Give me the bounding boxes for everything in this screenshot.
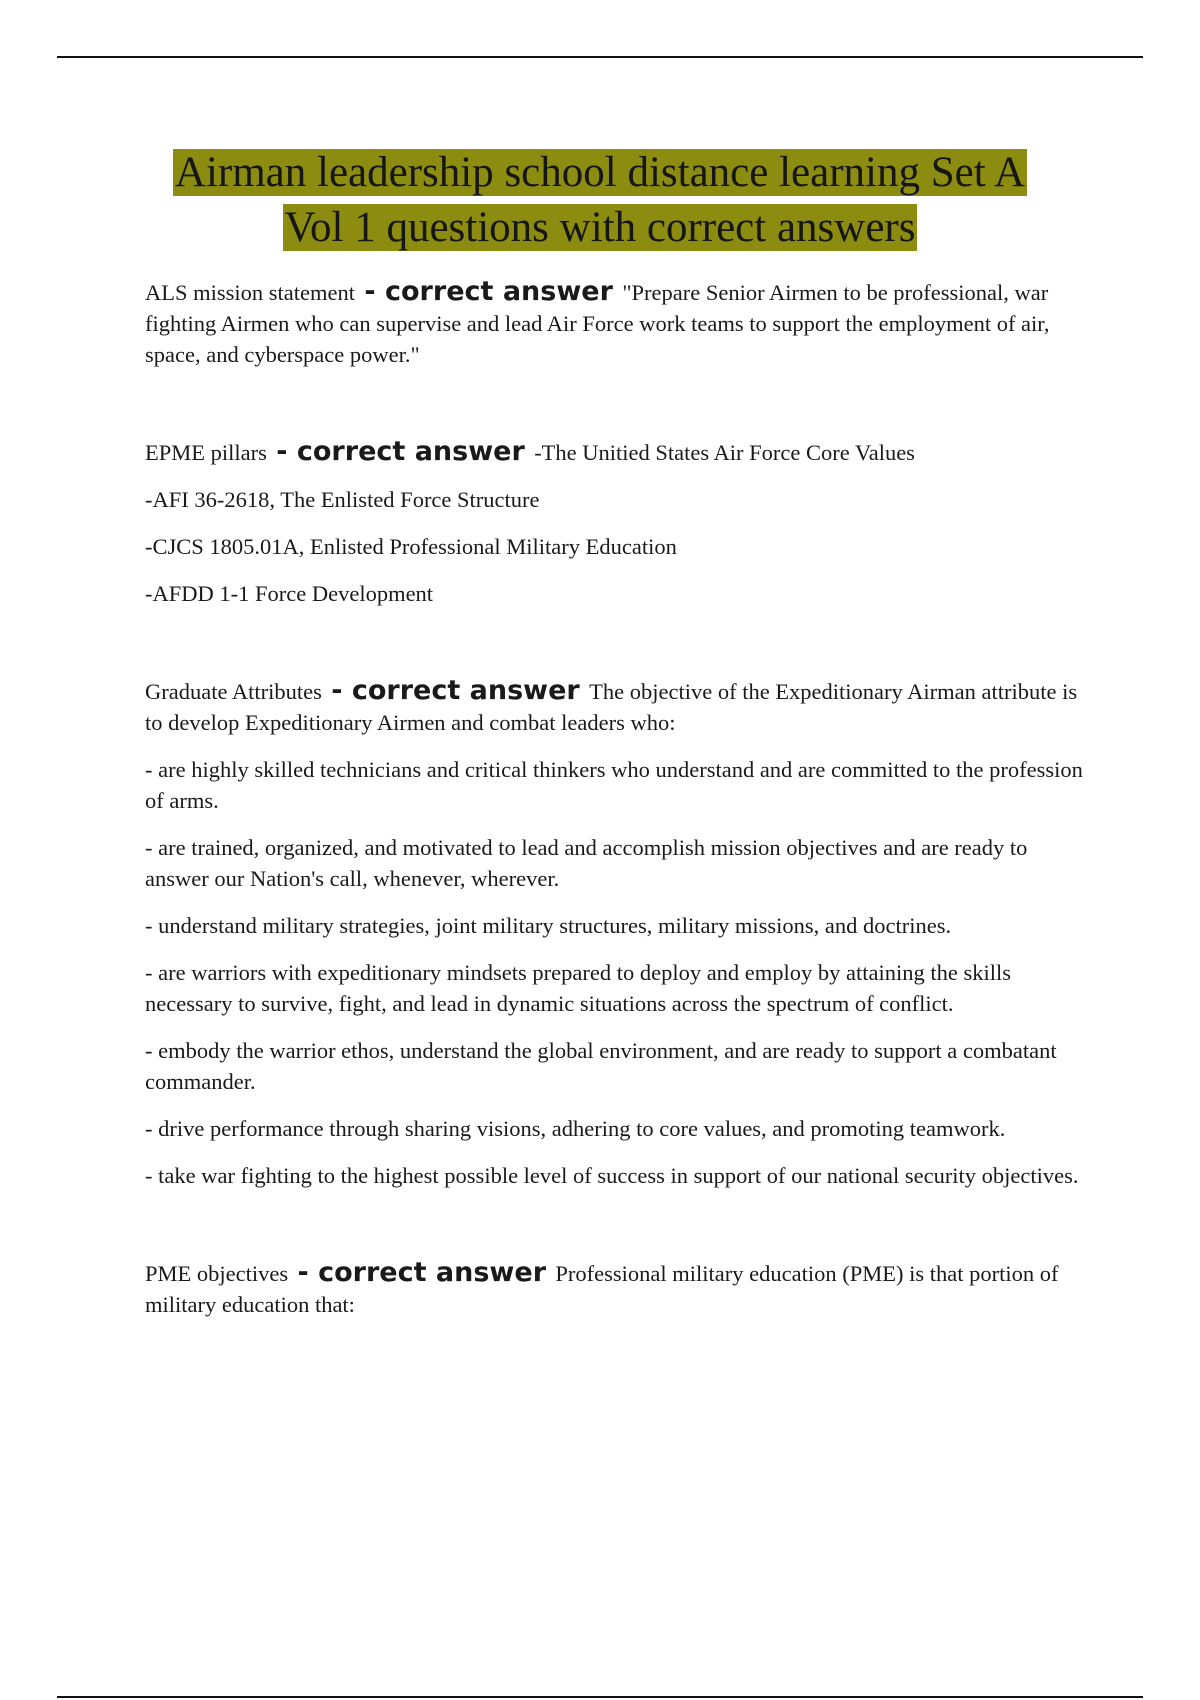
bottom-rule — [57, 1696, 1143, 1698]
spacer — [145, 370, 1085, 436]
question-term: Graduate Attributes — [145, 679, 322, 704]
answer-text: "Prepare Senior Airmen to be professional, war fighting Airmen who can supervise and lead Air Force work teams to support the employment of air, space, and cyberspace power." — [145, 280, 1050, 367]
answer-line: - understand military strategies, joint military structures, military missions, and doctrines. — [145, 913, 952, 938]
correct-answer-label: - correct answer — [321, 675, 590, 706]
correct-answer-label: - correct answer — [355, 276, 623, 307]
answer-line: - drive performance through sharing visions, adhering to core values, and promoting teamwork. — [145, 1116, 1006, 1141]
answer-line: - are highly skilled technicians and critical thinkers who understand and are committed to the profession of arms. — [145, 757, 1083, 813]
qa-entry — [145, 436, 1085, 468]
top-rule — [57, 56, 1143, 58]
answer-line: -CJCS 1805.01A, Enlisted Professional Military Education — [145, 534, 677, 559]
document-title — [100, 145, 1100, 255]
answer-text: -The Unitied States Air Force Core Values — [534, 440, 915, 465]
question-term: EPME pillars — [145, 440, 267, 465]
title-line-1: Airman leadership school distance learning Set A — [174, 149, 1026, 196]
answer-line: - embody the warrior ethos, understand the global environment, and are ready to support a combatant commander. — [145, 1038, 1057, 1094]
question-term: PME objectives — [145, 1261, 289, 1286]
spacer — [145, 1191, 1085, 1257]
answer-line: - are warriors with expeditionary mindsets prepared to deploy and employ by attaining the skills necessary to survive, fight, and lead in dynamic situations across the spectrum of conflict. — [145, 960, 1012, 1016]
answer-line: - take war fighting to the highest possible level of success in support of our national security objectives. — [145, 1163, 1079, 1188]
answer-text: Professional military education (PME) is that portion of military education that: — [145, 1261, 1059, 1317]
answer-line: - are trained, organized, and motivated to lead and accomplish mission objectives and are ready to answer our Nation's call, whenever, wherever. — [145, 835, 1028, 891]
answer-line: -AFI 36-2618, The Enlisted Force Structure — [145, 487, 540, 512]
title-line-2: Vol 1 questions with correct answers — [284, 204, 916, 251]
question-term: ALS mission statement — [145, 280, 355, 305]
qa-entry — [145, 1257, 1085, 1320]
qa-entry — [145, 675, 1085, 738]
correct-answer-label: - correct answer — [266, 436, 535, 467]
correct-answer-label: - correct answer — [288, 1257, 556, 1288]
spacer — [145, 609, 1085, 675]
answer-text: The objective of the Expeditionary Airman attribute is to develop Expeditionary Airmen and combat leaders who: — [145, 679, 1078, 735]
document-body — [145, 276, 1085, 1320]
qa-entry — [145, 276, 1085, 370]
answer-line: -AFDD 1-1 Force Development — [145, 581, 434, 606]
